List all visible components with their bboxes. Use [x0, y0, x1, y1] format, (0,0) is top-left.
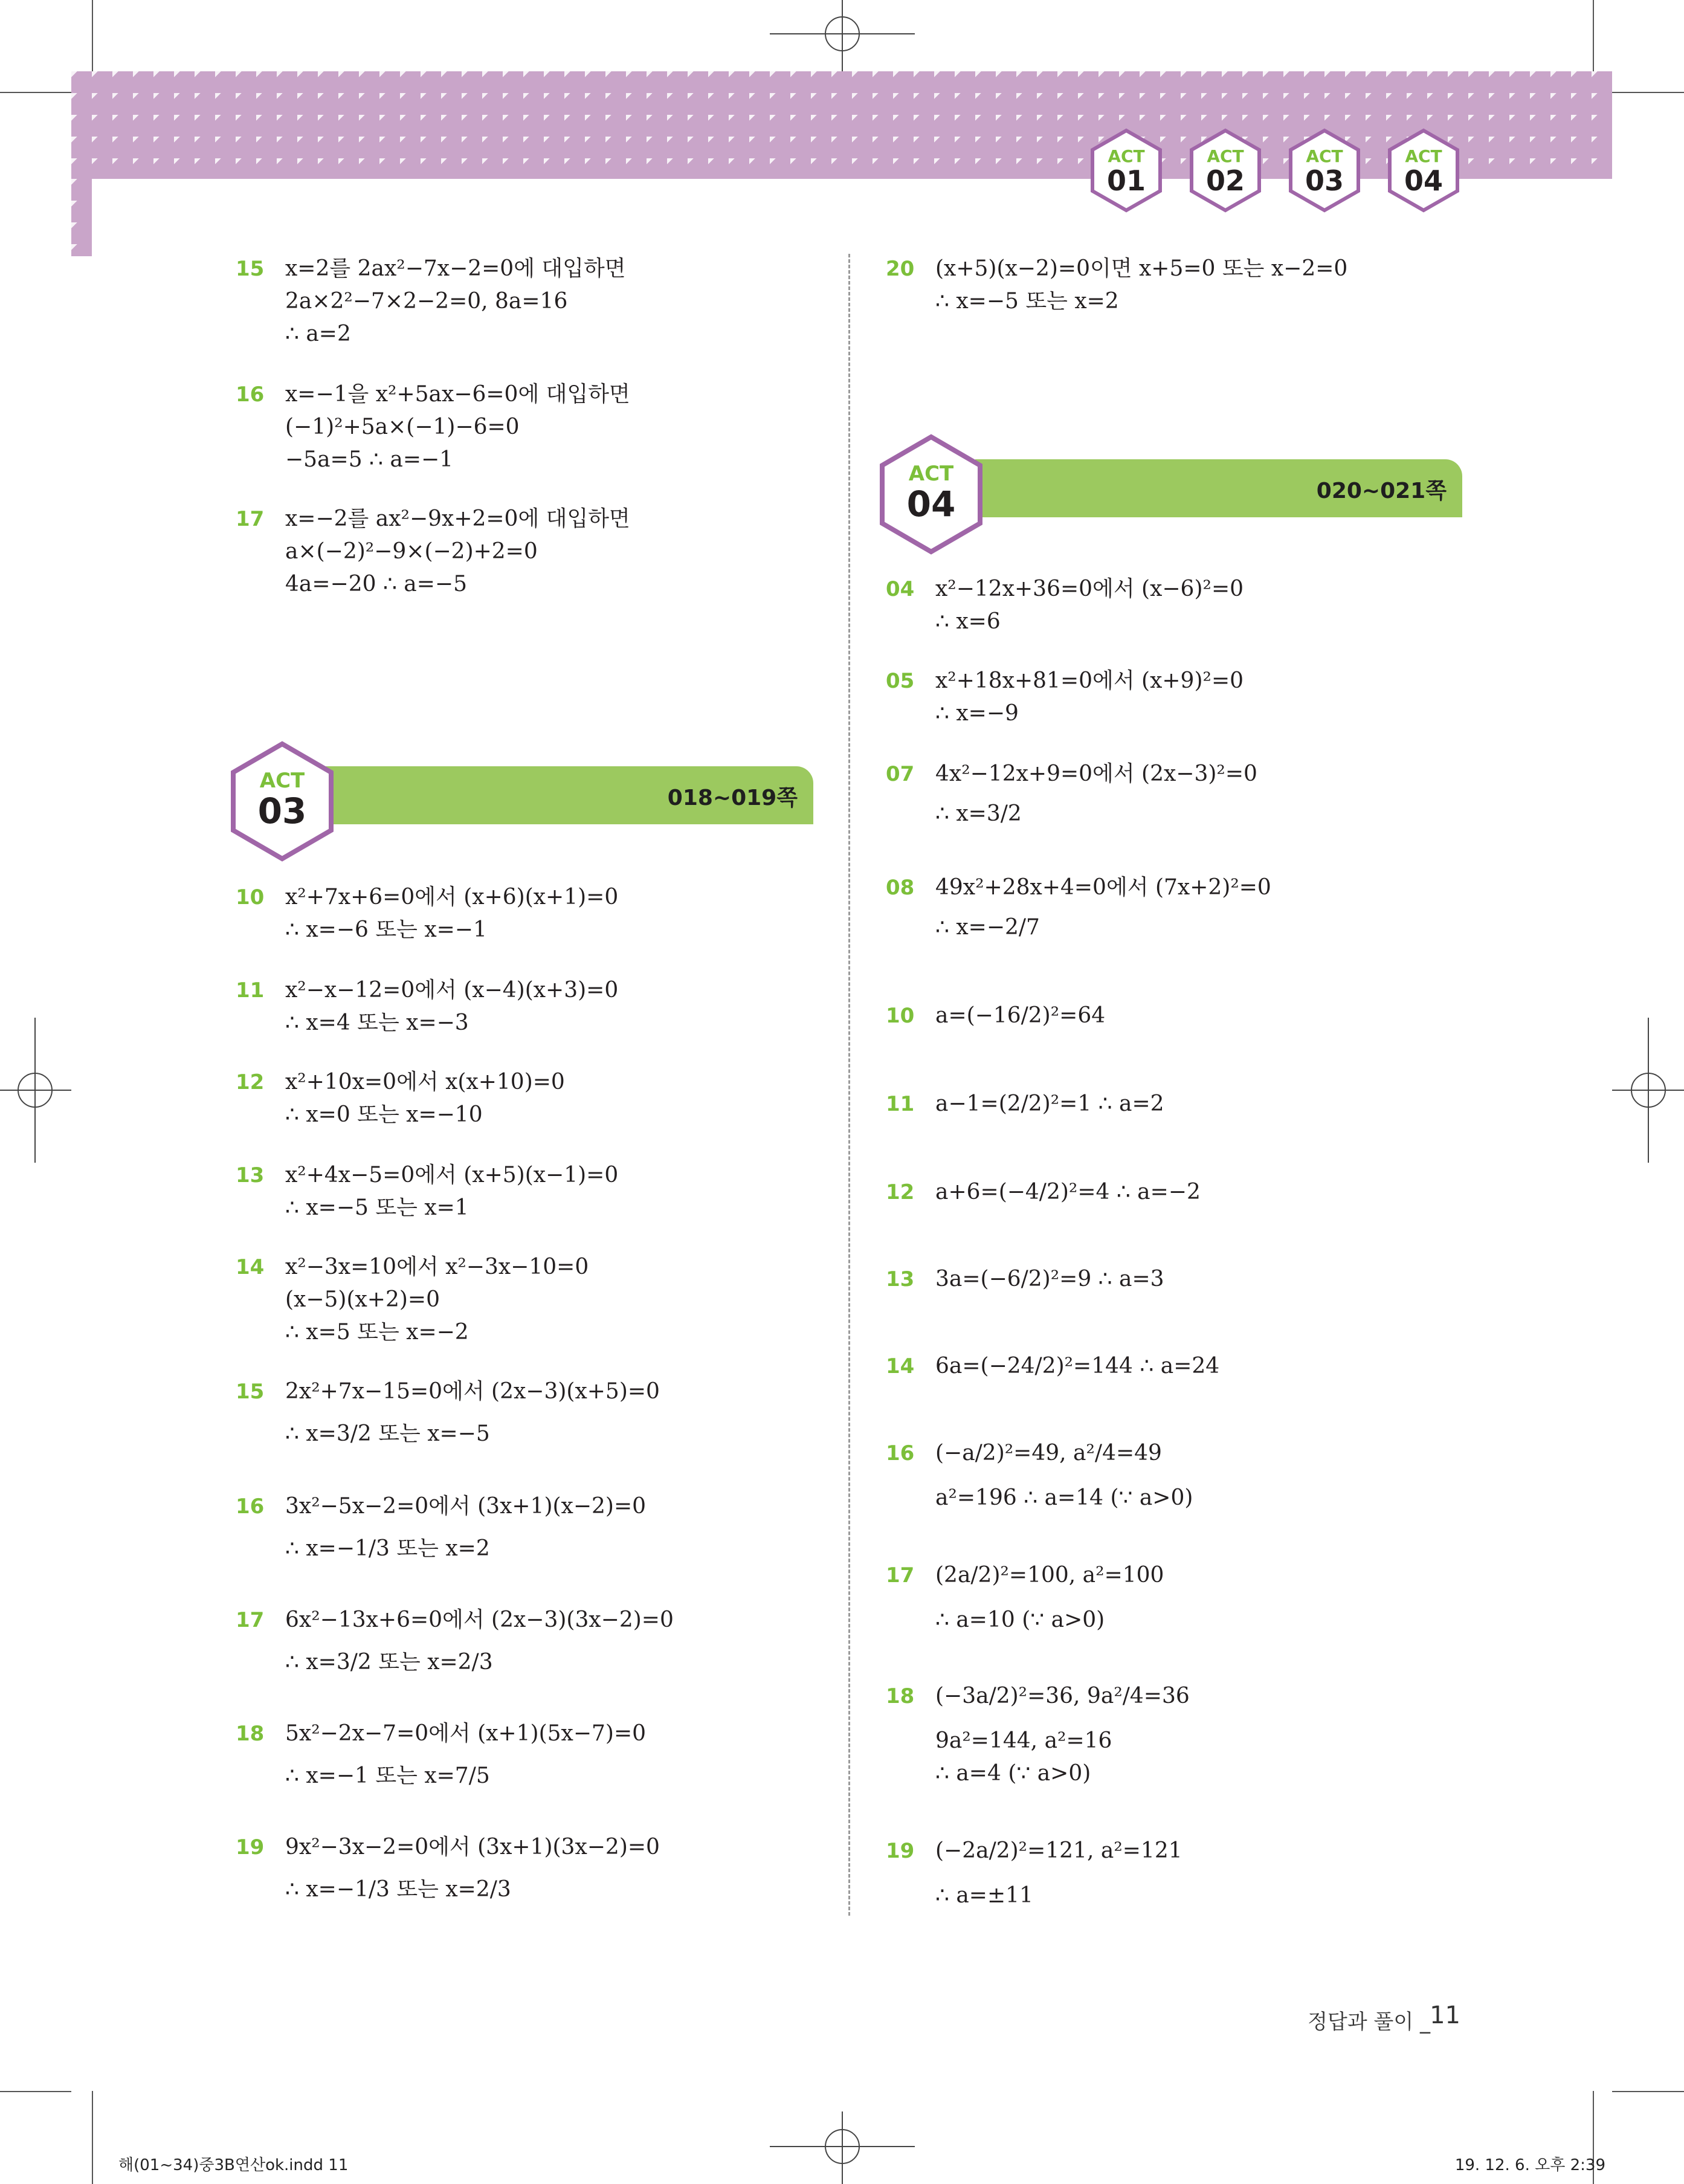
problem-number: 17	[886, 1563, 915, 1588]
solution-line: 3a=(−6/2)²=9 ∴ a=3	[935, 1267, 1164, 1291]
solution-line: 3x²−5x−2=0에서 (3x+1)(x−2)=0	[285, 1494, 647, 1519]
solution-line: (−a/2)²=49, a²/4=49	[935, 1441, 1162, 1465]
solution-line: 2x²+7x−15=0에서 (2x−3)(x+5)=0	[285, 1379, 660, 1404]
solution-line: ∴ x=0 또는 x=−10	[285, 1102, 483, 1127]
solution-line: x²−12x+36=0에서 (x−6)²=0	[935, 577, 1244, 601]
act-tab-04[interactable]	[1386, 128, 1461, 213]
act-tab-01[interactable]	[1089, 128, 1164, 213]
crop-mark	[1593, 0, 1594, 71]
solution-line: 9a²=144, a²=16	[935, 1728, 1112, 1753]
solution-line: ∴ x=−1/3 또는 x=2	[285, 1536, 490, 1561]
solution-line: ∴ a=4 (∵ a>0)	[935, 1761, 1091, 1786]
problem	[236, 974, 619, 1039]
problem-number: 16	[236, 383, 265, 407]
act-tab-number: 04	[1404, 164, 1443, 197]
solution-line: 4x²−12x+9=0에서 (2x−3)²=0	[935, 761, 1257, 786]
problem-number: 20	[886, 257, 915, 281]
problem	[886, 758, 1257, 830]
crop-mark	[1612, 2091, 1684, 2092]
solution-line: ∴ x=−5 또는 x=1	[285, 1195, 469, 1220]
problem	[236, 1490, 647, 1565]
problem-number: 12	[886, 1180, 915, 1204]
solution-line: x=−1을 x²+5ax−6=0에 대입하면	[285, 382, 630, 407]
problem	[236, 378, 630, 476]
problem-number: 18	[886, 1684, 915, 1708]
problem-number: 19	[236, 1835, 265, 1859]
act-number: 03	[257, 790, 307, 832]
problem-number: 04	[886, 577, 915, 601]
solution-line: 6a=(−24/2)²=144 ∴ a=24	[935, 1354, 1220, 1378]
problem	[886, 253, 1348, 318]
solution-line: x=−2를 ax²−9x+2=0에 대입하면	[285, 506, 630, 531]
act04-badge	[877, 434, 985, 555]
problem-number: 11	[886, 1092, 915, 1116]
problem	[886, 665, 1244, 730]
solution-line: x²+4x−5=0에서 (x+5)(x−1)=0	[285, 1163, 619, 1187]
act-tab-label: ACT	[1306, 146, 1343, 166]
solution-line: (x+5)(x−2)=0이면 x+5=0 또는 x−2=0	[935, 256, 1348, 281]
act-tab-02[interactable]	[1188, 128, 1263, 213]
problem	[236, 1066, 565, 1131]
header-banner-tail	[71, 179, 92, 256]
page-number: 11	[1430, 2001, 1460, 2029]
solution-line: ∴ x=−2/7	[935, 915, 1040, 940]
solution-line: 6x²−13x+6=0에서 (2x−3)(3x−2)=0	[285, 1607, 674, 1632]
problem	[886, 1263, 1164, 1296]
registration-target-icon	[0, 1018, 73, 1163]
problem	[236, 503, 630, 601]
problem-number: 11	[236, 978, 265, 1003]
solution-line: a+6=(−4/2)²=4 ∴ a=−2	[935, 1180, 1201, 1204]
solution-line: ∴ a=2	[285, 321, 351, 346]
solution-line: x²−x−12=0에서 (x−4)(x+3)=0	[285, 978, 619, 1003]
problem	[236, 1831, 660, 1906]
solution-line: (x−5)(x+2)=0	[285, 1287, 440, 1312]
solution-line: a×(−2)²−9×(−2)+2=0	[285, 539, 538, 564]
problem	[236, 1604, 674, 1679]
file-slug: 해(01~34)중3B연산ok.indd 11	[118, 2156, 349, 2174]
act-label: ACT	[259, 769, 305, 793]
solution-line: a=(−16/2)²=64	[935, 1003, 1106, 1028]
solution-line: ∴ x=3/2 또는 x=−5	[285, 1421, 490, 1446]
solution-line: ∴ x=3/2 또는 x=2/3	[285, 1650, 493, 1675]
problem	[236, 1159, 619, 1224]
solution-line: 4a=−20 ∴ a=−5	[285, 572, 467, 596]
problem-number: 15	[236, 257, 265, 281]
act-tab-label: ACT	[1207, 146, 1244, 166]
solution-line: (−3a/2)²=36, 9a²/4=36	[935, 1684, 1190, 1708]
section-pages: 018~019쪽	[667, 786, 798, 810]
problem-number: 07	[886, 762, 915, 786]
crop-mark	[92, 0, 93, 71]
act-tab-number: 03	[1305, 164, 1344, 197]
solution-line: ∴ x=−6 또는 x=−1	[285, 917, 487, 942]
problem	[236, 1375, 660, 1450]
solution-line: ∴ x=−1 또는 x=7/5	[285, 1763, 490, 1788]
problem	[886, 1176, 1201, 1209]
act-number: 04	[906, 483, 956, 525]
act-label: ACT	[908, 462, 954, 486]
solution-line: (2a/2)²=100, a²=100	[935, 1563, 1164, 1588]
problem-number: 19	[886, 1839, 915, 1863]
section-header-act04	[975, 459, 1462, 517]
problem-number: 16	[236, 1494, 265, 1519]
crop-mark	[1612, 92, 1684, 93]
problem-number: 17	[236, 1608, 265, 1632]
problem	[886, 1835, 1182, 1912]
section-pages: 020~021쪽	[1316, 479, 1447, 503]
problem	[886, 1437, 1193, 1514]
problem-number: 16	[886, 1441, 915, 1465]
problem-number: 10	[236, 885, 265, 909]
header-banner	[71, 71, 1612, 179]
problem	[886, 1350, 1220, 1383]
problem	[236, 881, 619, 946]
section-header-act03	[266, 766, 813, 824]
solution-line: ∴ a=±11	[935, 1883, 1033, 1908]
solution-line: x²+18x+81=0에서 (x+9)²=0	[935, 668, 1244, 693]
solution-line: 5x²−2x−7=0에서 (x+1)(5x−7)=0	[285, 1721, 647, 1746]
solution-line: ∴ x=4 또는 x=−3	[285, 1010, 469, 1035]
solution-line: x²+10x=0에서 x(x+10)=0	[285, 1070, 565, 1094]
registration-target-icon	[1612, 1018, 1684, 1163]
act-tab-number: 01	[1106, 164, 1146, 197]
solution-line: x²−3x=10에서 x²−3x−10=0	[285, 1255, 589, 1279]
problem-number: 18	[236, 1722, 265, 1746]
act-tab-label: ACT	[1405, 146, 1442, 166]
solution-line: ∴ a=10 (∵ a>0)	[935, 1607, 1105, 1632]
date-slug: 19. 12. 6. 오후 2:39	[1454, 2156, 1605, 2174]
crop-mark	[92, 2091, 93, 2184]
solution-line: (−2a/2)²=121, a²=121	[935, 1838, 1182, 1863]
problem-number: 14	[236, 1255, 265, 1279]
act-tab-label: ACT	[1108, 146, 1145, 166]
problem-number: 14	[886, 1354, 915, 1378]
solution-line: 9x²−3x−2=0에서 (3x+1)(3x−2)=0	[285, 1835, 660, 1859]
problem	[236, 253, 626, 351]
problem	[886, 573, 1244, 638]
act03-badge	[228, 741, 336, 862]
solution-line: ∴ x=−1/3 또는 x=2/3	[285, 1877, 511, 1902]
problem	[886, 1088, 1164, 1120]
problem	[886, 1559, 1164, 1636]
registration-target-icon	[770, 0, 915, 73]
problem-number: 08	[886, 876, 915, 900]
footer-label: 정답과 풀이 _	[1308, 2010, 1430, 2034]
solution-line: 2a×2²−7×2−2=0, 8a=16	[285, 289, 568, 314]
solution-line: ∴ x=−9	[935, 701, 1019, 726]
solution-line: ∴ x=−5 또는 x=2	[935, 289, 1119, 314]
solution-line: ∴ x=3/2	[935, 801, 1022, 826]
solution-line: a−1=(2/2)²=1 ∴ a=2	[935, 1091, 1164, 1116]
solution-line: x=2를 2ax²−7x−2=0에 대입하면	[285, 256, 626, 281]
act-tab-number: 02	[1205, 164, 1245, 197]
solution-line: (−1)²+5a×(−1)−6=0	[285, 415, 520, 439]
problem-number: 05	[886, 669, 915, 693]
solution-line: −5a=5 ∴ a=−1	[285, 447, 454, 472]
problem-number: 13	[886, 1267, 915, 1291]
solution-line: x²+7x+6=0에서 (x+6)(x+1)=0	[285, 885, 619, 909]
solution-line: a²=196 ∴ a=14 (∵ a>0)	[935, 1485, 1193, 1510]
problem	[886, 1680, 1190, 1790]
problem	[886, 871, 1271, 944]
crop-mark	[0, 2091, 71, 2092]
act-tab-03[interactable]	[1287, 128, 1362, 213]
problem-number: 17	[236, 507, 265, 531]
registration-target-icon	[770, 2111, 915, 2184]
problem	[886, 1000, 1106, 1032]
problem-number: 12	[236, 1070, 265, 1094]
problem	[236, 1251, 589, 1349]
problem-number: 10	[886, 1004, 915, 1028]
column-divider	[848, 254, 850, 1916]
problem-number: 13	[236, 1163, 265, 1187]
problem	[236, 1717, 647, 1792]
problem-number: 15	[236, 1380, 265, 1404]
solution-line: ∴ x=5 또는 x=−2	[285, 1320, 469, 1345]
solution-line: 49x²+28x+4=0에서 (7x+2)²=0	[935, 875, 1271, 900]
crop-mark	[0, 92, 71, 93]
solution-line: ∴ x=6	[935, 609, 1001, 634]
